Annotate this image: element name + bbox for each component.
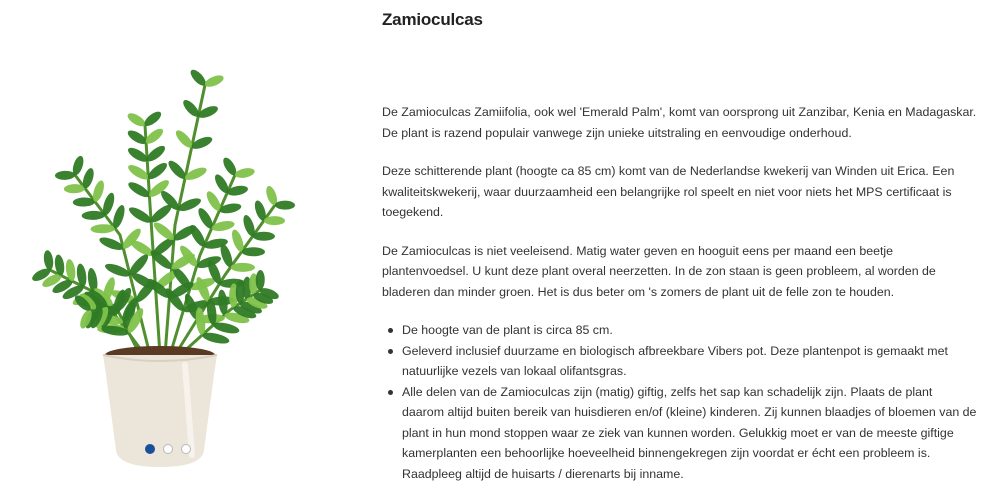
- plant-leaves: [30, 67, 295, 345]
- feature-list-item: [402, 382, 977, 484]
- carousel-dot-1[interactable]: [145, 444, 155, 454]
- leaf: [242, 247, 265, 256]
- carousel-dot-2[interactable]: [163, 444, 173, 454]
- product-image-gallery[interactable]: [0, 0, 340, 481]
- carousel-dot-3[interactable]: [181, 444, 191, 454]
- leaf: [151, 220, 176, 243]
- carousel-dots: [145, 444, 191, 454]
- product-description: [382, 102, 977, 484]
- leaf: [256, 270, 265, 290]
- leaf: [231, 263, 256, 272]
- feature-text: Alle delen van de Zamioculcas zijn (matig) giftig, zelfs het sap kan schadelijk zijn. Plaats de plant daarom altijd buiten bereik van huisdieren en/of (kleine) kinderen. Zij kunnen blaadjes of bloemen van de plant in hun mond stoppen waar ze ziek van kunnen worden. Gelukkig moet er van de meeste giftige kamerplanten een behoorlijke hoeveelheid binnengekregen zijn voordat er écht een probleem is. Raadpleeg altijd de huisarts / dierenarts bij inname.: [402, 385, 976, 481]
- leaf: [275, 201, 295, 210]
- leaf: [253, 232, 275, 241]
- leaf: [203, 73, 225, 89]
- leaf: [55, 171, 75, 181]
- description-paragraph: De Zamioculcas Zamiifolia, ook wel 'Emerald Palm', komt van oorsprong uit Zanzibar, Kenia en Madagaskar. De plant is razend populair vanwege zijn unieke uitstraling en eenvoudige onderhoud.: [382, 102, 977, 143]
- leaf: [264, 216, 285, 225]
- feature-list: [382, 320, 977, 484]
- description-paragraph: Deze schitterende plant (hoogte ca 85 cm) komt van de Nederlandse kwekerij van Winden uit Erica. Een kwaliteitskwekerij, waar duurzaamheid een belangrijke rol speelt en niet voor niets het MPS certificaat is toegekend.: [382, 161, 977, 223]
- product-title: Zamioculcas: [382, 10, 483, 30]
- leaf: [43, 250, 55, 271]
- feature-list-item: [402, 341, 977, 382]
- feature-list-item: [402, 320, 977, 341]
- zamioculcas-plant-image: [0, 55, 340, 475]
- bullet-icon: [388, 328, 393, 333]
- bullet-icon: [388, 390, 393, 395]
- product-description-panel: [382, 0, 982, 481]
- feature-text: De hoogte van de plant is circa 85 cm.: [402, 323, 613, 337]
- leaf: [234, 167, 255, 180]
- feature-text: Geleverd inclusief duurzame en biologisch afbreekbare Vibers pot. Deze plantenpot is gemaakt met natuurlijke vezels van lokaal olifantsgras.: [402, 344, 948, 379]
- description-paragraph: De Zamioculcas is niet veeleisend. Matig water geven en hooguit eens per maand een beetje plantenvoedsel. U kunt deze plant overal neerzetten. In de zon staan is geen probleem, al worden de bladeren dan minder groen. Het is dus beter om 's zomers de plant uit de felle zon te houden.: [382, 241, 977, 303]
- bullet-icon: [388, 349, 393, 354]
